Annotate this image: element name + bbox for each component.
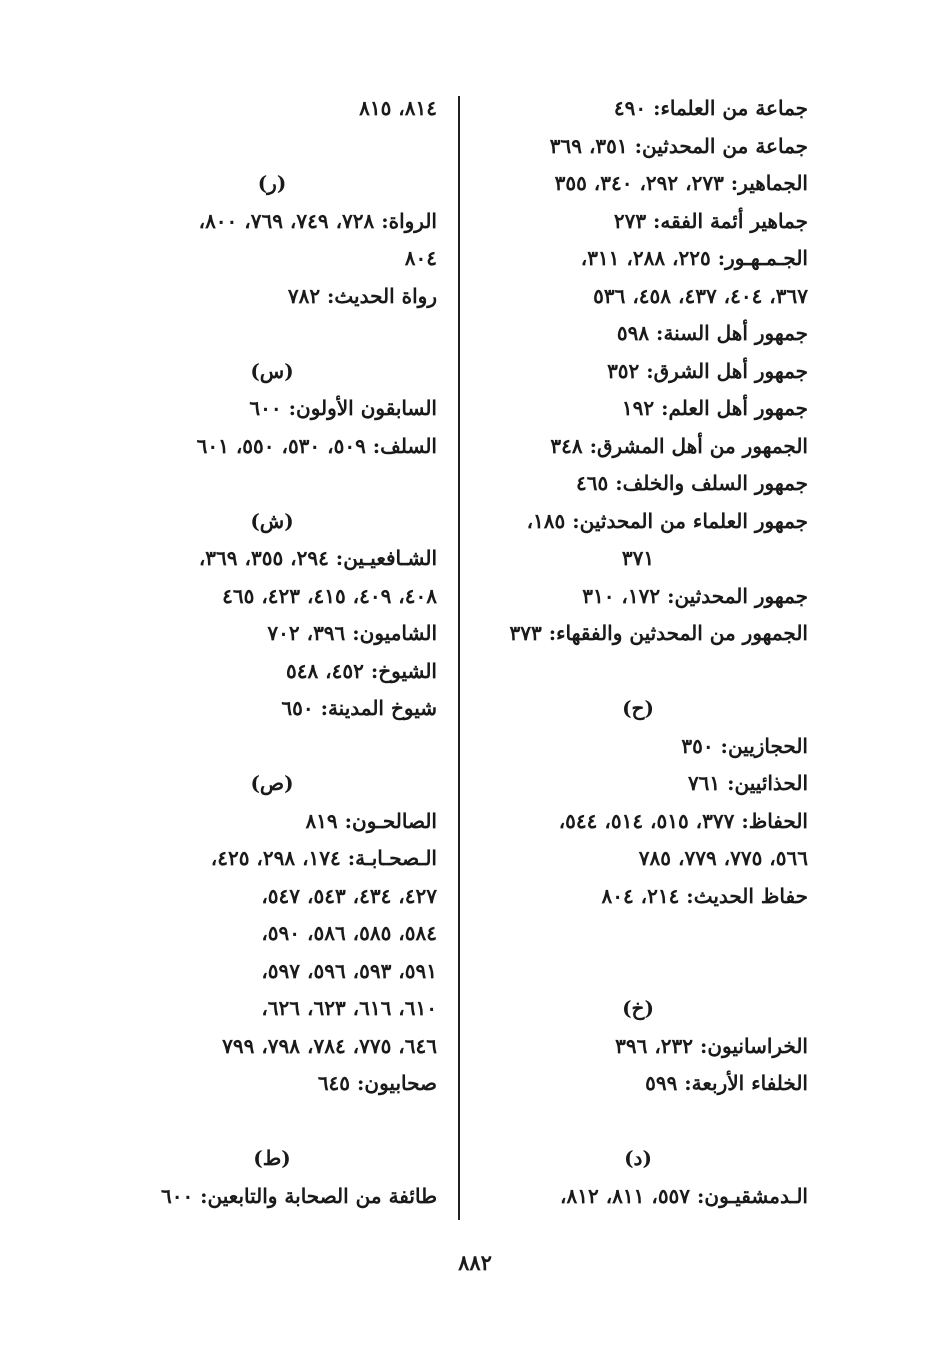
- index-entry-continuation: ٨١٤، ٨١٥: [359, 96, 437, 120]
- index-entry: رواة الحديث: ٧٨٢: [287, 283, 437, 308]
- index-entry: السابقون الأولون: ٦٠٠: [249, 396, 437, 420]
- index-entry: الجماهير: ٢٧٣، ٢٩٢، ٣٤٠، ٣٥٥: [554, 171, 808, 195]
- index-entry: صحابيون: ٦٤٥: [317, 1071, 437, 1095]
- blank-line: [107, 465, 437, 503]
- index-entry-continuation: ٥٨٤، ٥٨٥، ٥٨٦، ٥٩٠،: [261, 921, 437, 945]
- index-entry-continuation: ٦١٠، ٦١٦، ٦٢٣، ٦٢٦،: [261, 996, 437, 1020]
- index-entry: جماهير أئمة الفقه: ٢٧٣: [613, 208, 808, 233]
- index-entry: جمهور السلف والخلف: ٤٦٥: [576, 471, 808, 495]
- index-entry: حفاظ الحديث: ٢١٤، ٨٠٤: [601, 883, 808, 908]
- index-entry: جماعة من المحدثين: ٣٥١، ٣٦٩: [549, 133, 808, 158]
- index-entry-continuation: ٥٩١، ٥٩٣، ٥٩٦، ٥٩٧،: [261, 958, 437, 983]
- index-entry: الحجازيين: ٣٥٠: [681, 733, 808, 758]
- index-entry: طائفة من الصحابة والتابعين: ٦٠٠: [160, 1183, 437, 1208]
- index-entry: جمهور العلماء من المحدثين: ١٨٥،: [526, 508, 808, 533]
- index-entry: الجمهور من المحدثين والفقهاء: ٣٧٣: [509, 621, 808, 645]
- index-entry: الجـمـهـور: ٢٢٥، ٢٨٨، ٣١١،: [580, 246, 808, 270]
- index-entry-continuation: ٣٦٧، ٤٠٤، ٤٣٧، ٤٥٨، ٥٣٦: [593, 283, 808, 308]
- index-entry-continuation: ٨٠٤: [404, 246, 437, 270]
- index-entry: جمهور أهل العلم: ١٩٢: [621, 396, 808, 420]
- index-entry: الشاميون: ٣٩٦، ٧٠٢: [267, 621, 437, 645]
- blank-line: [468, 915, 808, 953]
- letter-heading: (خ): [622, 996, 654, 1020]
- blank-line: [107, 128, 437, 166]
- column-divider: [458, 96, 460, 1220]
- index-entry: جماعة من العلماء: ٤٩٠: [613, 96, 808, 120]
- index-entry: الشيوخ: ٤٥٢، ٥٤٨: [285, 658, 437, 683]
- index-entry: السلف: ٥٠٩، ٥٣٠، ٥٥٠، ٦٠١: [196, 433, 437, 458]
- blank-line: [468, 1103, 808, 1141]
- index-entry: الحذائيين: ٧٦١: [687, 771, 808, 795]
- index-entry: الحفاظ: ٣٧٧، ٥١٥، ٥١٤، ٥٤٤،: [558, 808, 808, 833]
- letter-heading: (ر): [257, 171, 287, 195]
- index-entry: الرواة: ٧٢٨، ٧٤٩، ٧٦٩، ٨٠٠،: [198, 208, 437, 233]
- index-entry-continuation: ٦٤٦، ٧٧٥، ٧٨٤، ٧٩٨، ٧٩٩: [222, 1033, 437, 1058]
- letter-heading: (ط): [253, 1146, 291, 1170]
- index-entry: شيوخ المدينة: ٦٥٠: [281, 696, 437, 720]
- index-entry-continuation: ٤٠٨، ٤٠٩، ٤١٥، ٤٢٣، ٤٦٥: [222, 583, 437, 608]
- letter-heading: (س): [250, 358, 294, 383]
- letter-heading: (ص): [250, 771, 294, 795]
- index-entry: الشـافعيـين: ٢٩٤، ٣٥٥، ٣٦٩،: [198, 546, 437, 570]
- index-entry: جمهور المحدثين: ١٧٢، ٣١٠: [582, 583, 808, 608]
- blank-line: [107, 315, 437, 353]
- index-entry-continuation: ٤٢٧، ٤٣٤، ٥٤٣، ٥٤٧،: [261, 883, 437, 908]
- index-entry: الصالحـون: ٨١٩: [305, 808, 437, 833]
- blank-line: [107, 1103, 437, 1141]
- index-entry: الـدمشقيـون: ٥٥٧، ٨١١، ٨١٢،: [560, 1183, 808, 1208]
- index-entry: الجمهور من أهل المشرق: ٣٤٨: [550, 433, 808, 458]
- index-column-left: [107, 90, 437, 1215]
- index-column-right: [468, 90, 808, 1215]
- blank-line: [468, 953, 808, 991]
- letter-heading: (ح): [622, 696, 654, 720]
- index-entry: الخراسانيون: ٢٣٢، ٣٩٦: [615, 1033, 808, 1058]
- letter-heading: (ش): [250, 508, 294, 533]
- blank-line: [107, 728, 437, 766]
- index-entry: جمهور أهل السنة: ٥٩٨: [616, 321, 808, 345]
- index-entry: جمهور أهل الشرق: ٣٥٢: [607, 358, 808, 383]
- index-entry: الـصحـابـة: ١٧٤، ٢٩٨، ٤٢٥،: [210, 846, 437, 870]
- blank-line: [468, 653, 808, 691]
- letter-heading: (د): [624, 1146, 652, 1170]
- page-number: ٨٨٢: [458, 1250, 492, 1275]
- index-entry: الخلفاء الأربعة: ٥٩٩: [645, 1071, 808, 1095]
- index-entry-continuation: ٣٧١: [621, 546, 655, 570]
- index-entry-continuation: ٥٦٦، ٧٧٥، ٧٧٩، ٧٨٥: [638, 846, 808, 870]
